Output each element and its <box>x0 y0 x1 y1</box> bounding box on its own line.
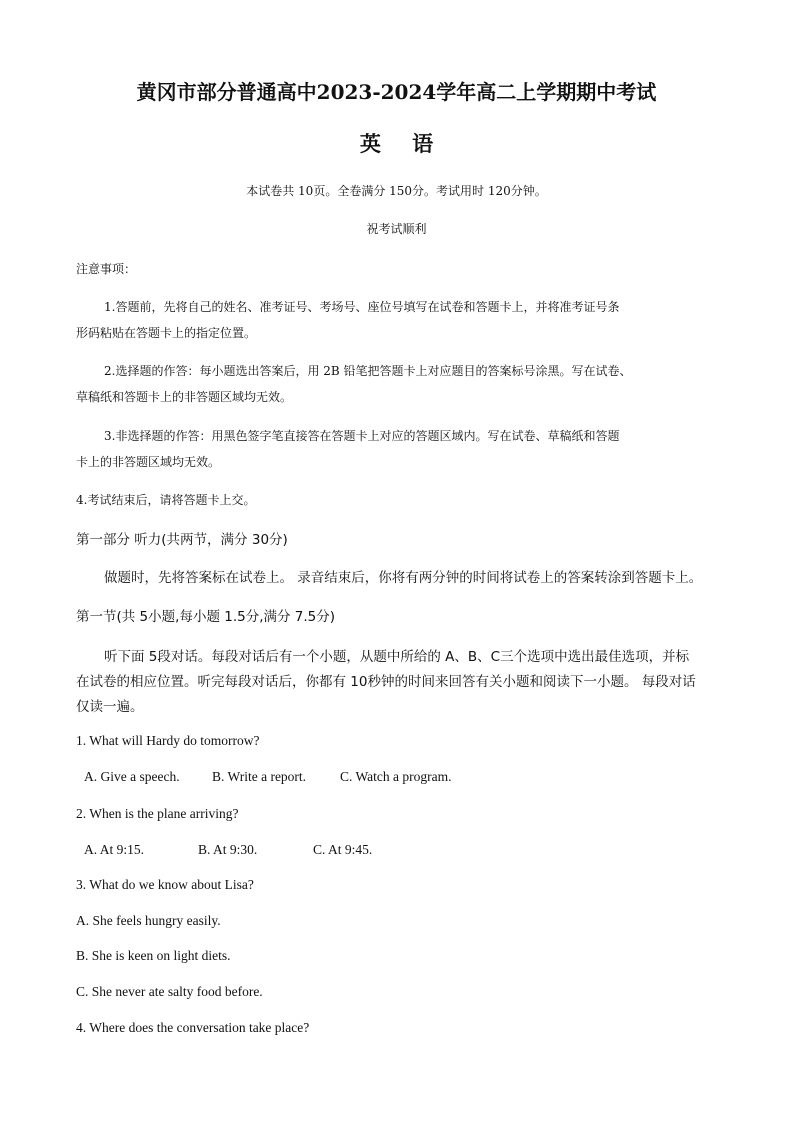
question-2-option-b: B. At 9:30. <box>198 842 258 857</box>
notice-heading: 注意事项： <box>76 262 137 276</box>
notice-item-1-line-1: 1.答题前，先将自己的姓名、准考证号、考场号、座位号填写在试卷和答题卡上，并将准考证号条 <box>104 300 620 314</box>
question-3-stem: 3. What do we know about Lisa? <box>76 877 254 892</box>
notice-item-3-line-1: 3.非选择题的作答：用黑色签字笔直接答在答题卡上对应的答题区域内。写在试卷、草稿纸和答题 <box>104 429 620 443</box>
section1-instruction-line-2: 在试卷的相应位置。听完每段对话后，你都有 10秒钟的时间来回答有关小题和阅读下一小题。 每段对话 <box>76 674 696 690</box>
question-2-stem: 2. When is the plane arriving? <box>76 806 239 821</box>
question-1-option-c: C. Watch a program. <box>340 769 452 784</box>
question-2-option-c: C. At 9:45. <box>313 842 373 857</box>
exam-title: 黄冈市部分普通高中2023-2024学年高二上学期期中考试 <box>136 80 657 104</box>
question-1-stem: 1. What will Hardy do tomorrow? <box>76 733 260 748</box>
question-3-option-c: C. She never ate salty food before. <box>76 984 263 999</box>
part1-instruction: 做题时，先将答案标在试卷上。 录音结束后，你将有两分钟的时间将试卷上的答案转涂到答题卡上。 <box>104 570 703 586</box>
subject-title: 英 语 <box>359 131 446 156</box>
notice-item-2-line-2: 草稿纸和答题卡上的非答题区域均无效。 <box>76 390 293 404</box>
question-2-option-a: A. At 9:15. <box>84 842 145 857</box>
exam-info: 本试卷共 10页。全卷满分 150分。考试用时 120分钟。 <box>246 184 547 198</box>
section1-instruction-line-1: 听下面 5段对话。每段对话后有一个小题，从题中所给的 A、B、C三个选项中选出最佳选项，并标 <box>104 649 690 665</box>
notice-item-4: 4.考试结束后，请将答题卡上交。 <box>76 493 256 507</box>
question-3-option-a: A. She feels hungry easily. <box>76 913 221 928</box>
question-1-option-b: B. Write a report. <box>212 769 307 784</box>
notice-item-2-line-1: 2.选择题的作答：每小题选出答案后，用 2B 铅笔把答题卡上对应题目的答案标号涂黑。写在试卷、 <box>104 364 632 378</box>
question-1-option-a: A. Give a speech. <box>84 769 180 784</box>
part1-heading: 第一部分 听力(共两节，满分 30分) <box>76 532 288 548</box>
question-4-stem: 4. Where does the conversation take place? <box>76 1020 310 1035</box>
question-3-option-b: B. She is keen on light diets. <box>76 948 231 963</box>
section1-instruction-line-3: 仅读一遍。 <box>76 699 144 715</box>
section1-heading: 第一节(共 5小题,每小题 1.5分,满分 7.5分) <box>76 609 336 625</box>
notice-item-3-line-2: 卡上的非答题区域均无效。 <box>76 455 221 469</box>
wish-text: 祝考试顺利 <box>366 222 427 236</box>
notice-item-1-line-2: 形码粘贴在答题卡上的指定位置。 <box>76 326 257 340</box>
